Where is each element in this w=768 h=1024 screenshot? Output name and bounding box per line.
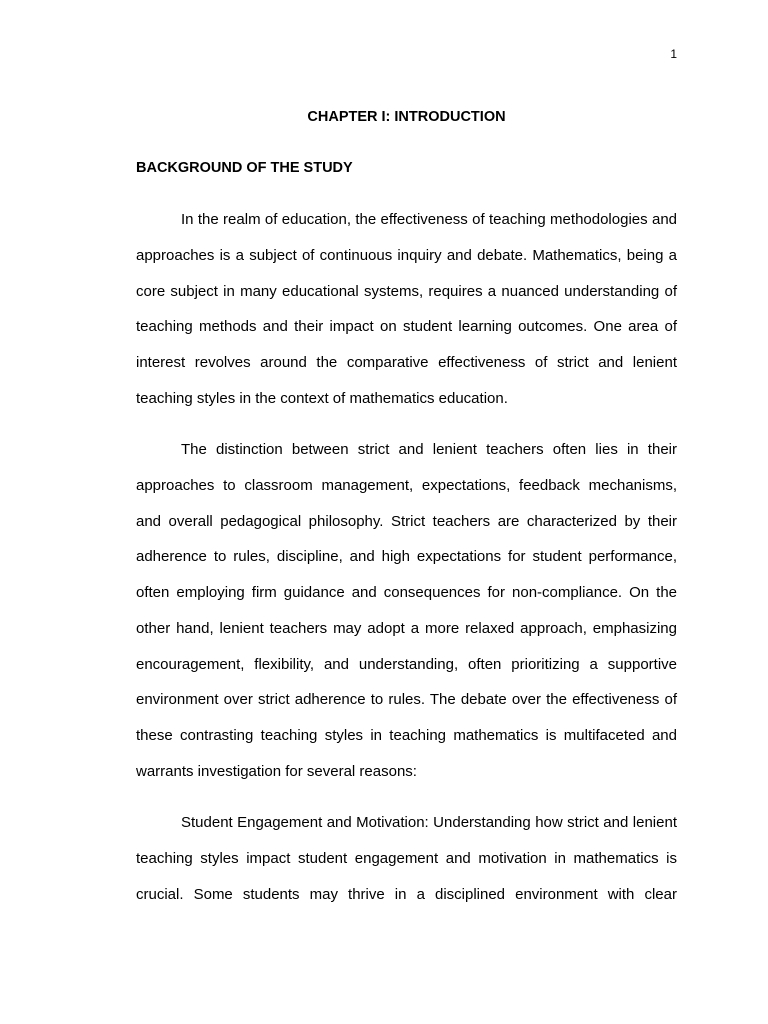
- text-line: core subject in many educational systems, requires a nuanced understanding of: [136, 282, 677, 300]
- text-line: often employing firm guidance and consequences for non-compliance. On the: [136, 584, 677, 601]
- text-line: and overall pedagogical philosophy. Strict teachers are characterized by their: [136, 512, 677, 530]
- page-number: 1: [670, 47, 677, 61]
- text-line: The distinction between strict and lenient teachers often lies in their: [181, 441, 677, 458]
- text-line: environment over strict adherence to rules. The debate over the effectiveness of: [136, 691, 677, 709]
- paragraph-1: [136, 211, 677, 426]
- paragraph-2: [136, 441, 677, 799]
- text-line: other hand, lenient teachers may adopt a more relaxed approach, emphasizing: [136, 619, 677, 637]
- text-line: these contrasting teaching styles in teaching mathematics is multifaceted and: [136, 727, 677, 744]
- text-line: interest revolves around the comparative effectiveness of strict and lenient: [136, 354, 677, 371]
- text-line: encouragement, flexibility, and understanding, often prioritizing a supportive: [136, 655, 677, 673]
- paragraph-3: [136, 814, 677, 921]
- text-line: Student Engagement and Motivation: Understanding how strict and lenient: [181, 814, 677, 831]
- text-line: teaching methods and their impact on student learning outcomes. One area of: [136, 318, 677, 336]
- section-heading: BACKGROUND OF THE STUDY: [136, 160, 353, 176]
- text-line: teaching styles impact student engagement and motivation in mathematics is: [136, 849, 677, 867]
- chapter-title: CHAPTER I: INTRODUCTION: [307, 109, 506, 125]
- text-line: teaching styles in the context of mathematics education.: [136, 389, 508, 407]
- text-line: approaches is a subject of continuous inquiry and debate. Mathematics, being a: [136, 246, 677, 264]
- text-line: In the realm of education, the effectiveness of teaching methodologies and: [181, 211, 677, 228]
- text-line: approaches to classroom management, expectations, feedback mechanisms,: [136, 476, 677, 494]
- text-line: warrants investigation for several reasons:: [136, 762, 417, 780]
- text-line: adherence to rules, discipline, and high expectations for student performance,: [136, 548, 677, 566]
- text-line: crucial. Some students may thrive in a disciplined environment with clear: [136, 885, 677, 903]
